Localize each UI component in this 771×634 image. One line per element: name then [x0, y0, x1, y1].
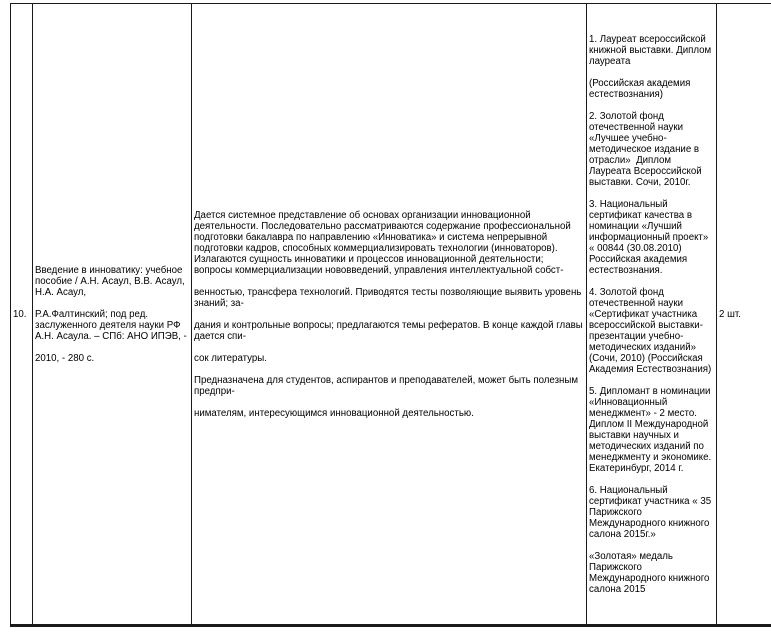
- paragraph: Дается системное представление об основах организации инновационной деятельности. Последовательно рассматриваются содержание профессиональной подготовки бакалавра по направлению «Инноватика» и система непрерывной подготовки кадров, способных коммерциализировать технологии (инноваторов). Излагаются сущность инноватики и процессов инновационной деятельности; вопросы коммерциализации нововведений, управления интеллектуальной собст-: [194, 209, 574, 276]
- document-page: [0, 3, 771, 634]
- row-number: 10.: [13, 308, 27, 320]
- paragraph: 2010, - 280 с.: [35, 352, 95, 364]
- paragraph: нимателям, интересующимся инновационной деятельностью.: [194, 407, 474, 419]
- row-number-cell: [11, 4, 33, 626]
- paragraph: венностью, трансфера технологий. Приводятся тесты позволяющие выявить уровень знаний; за-: [194, 286, 585, 309]
- table-row: [11, 4, 771, 626]
- paragraph: сок литературы.: [194, 352, 267, 364]
- paragraph: 4. Золотой фонд отечественной науки «Сертификат участника всероссийской выставки-презентации учебно-методических изданий» (Сочи, 2010) (Российская Академия Естествознания): [589, 286, 712, 375]
- paragraph: Предназначена для студентов, аспирантов и преподавателей, может быть полезным предпри-: [194, 374, 581, 397]
- awards-cell: [587, 4, 717, 626]
- paragraph: 2. Золотой фонд отечественной науки «Лучшее учебно-методическое издание в отрасли» Диплом Лауреата Всероссийской выставки. Сочи, 2010г.: [589, 110, 705, 188]
- description-text: [194, 210, 584, 419]
- paragraph: Введение в инноватику: учебное пособие / А.Н. Асаул, В.В. Асаул, Н.А. Асаул,: [35, 264, 188, 298]
- paragraph: 5. Дипломант в номинации «Инновационный менеджмент» - 2 место. Диплом II Международной выставки научных и методических изданий по менеджменту и экономике. Екатеринбург, 2014 г.: [589, 385, 714, 474]
- bibliography-cell: [33, 4, 192, 626]
- description-cell: [192, 4, 587, 626]
- awards-text: [589, 34, 714, 595]
- paragraph: «Золотая» медаль Парижского Международного книжного салона 2015: [589, 550, 713, 595]
- bibliography-text: [35, 265, 189, 364]
- paragraph: 3. Национальный сертификат качества в номинации «Лучший информационный проект» « 00844 (30.08.2010) Российская академия естествознания.: [589, 198, 711, 276]
- quantity-cell: [717, 4, 771, 626]
- paragraph: (Российская академия естествознания): [589, 77, 694, 100]
- paragraph: 6. Национальный сертификат участника « 35 Парижского Международного книжного салона 2015г.»: [589, 484, 714, 540]
- paragraph: 1. Лауреат всероссийской книжной выставки. Диплом лауреата: [589, 33, 714, 67]
- quantity-value: 2 шт.: [719, 308, 741, 320]
- paragraph: дания и контрольные вопросы; предлагаются темы рефератов. В конце каждой главы дается спи-: [194, 319, 586, 342]
- paragraph: Р.А.Фалтинский; под ред. заслуженного деятеля науки РФ А.Н. Асаула. – СПб: АНО ИПЭВ, -: [35, 308, 187, 342]
- publications-table: [10, 3, 771, 627]
